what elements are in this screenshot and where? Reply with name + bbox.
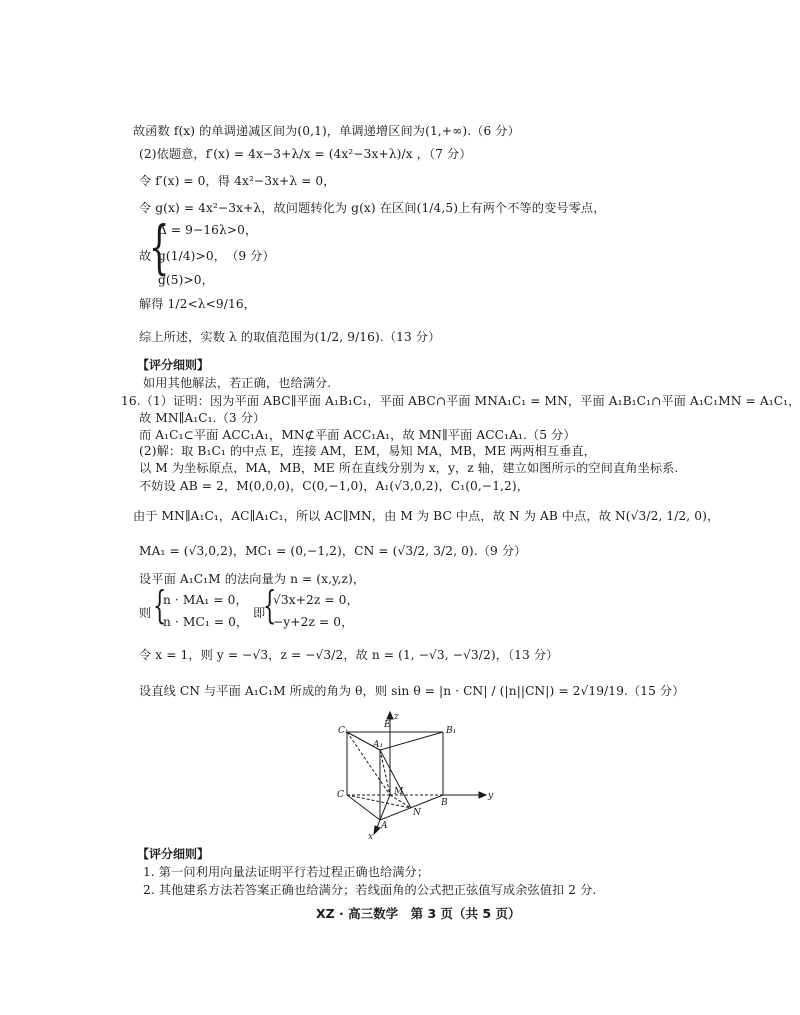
text-line: Δ = 9−16λ>0， (158, 223, 258, 237)
section-header: 【评分细则】 (137, 847, 210, 861)
text-line: 不妨设 AB = 2，M(0,0,0)，C(0,−1,0)，A₁(√3,0,2)，C₁(0,−1,2)， (139, 479, 530, 493)
text-line: 则 (139, 606, 152, 620)
text-line: 故 (139, 249, 152, 263)
label-a: A (381, 821, 388, 831)
edge-a1-b1 (380, 732, 443, 750)
text-line: (2)解：取 B₁C₁ 的中点 E，连接 AM，EM，易知 MA，MB，ME 两两相互垂直， (139, 444, 596, 458)
text-line: 解得 1/2<λ<9/16， (139, 297, 256, 311)
system-brace: { (263, 583, 277, 627)
label-c: C (337, 790, 344, 800)
text-line: 由于 MN∥A₁C₁，AC∥A₁C₁，所以 AC∥MN，由 M 为 BC 中点，故 N 为 AB 中点，故 N(√3/2, 1/2, 0)， (133, 509, 720, 523)
system-brace: { (149, 213, 170, 281)
text-line: 令 g(x) = 4x²−3x+λ，故问题转化为 g(x) 在区间(1/4,5)上有两个不等的变号零点， (139, 201, 606, 215)
edge-a-b (380, 795, 443, 820)
label-y: y (488, 791, 494, 801)
text-line: 16.（1）证明：因为平面 ABC∥平面 A₁B₁C₁，平面 ABC∩平面 MNA₁C₁ = MN，平面 A₁B₁C₁∩平面 A₁C₁MN = A₁C₁， (121, 394, 800, 408)
text-line: 令 x = 1，则 y = −√3，z = −√3/2，故 n = (1, −√3, −√3/2)，（13 分） (139, 648, 559, 662)
text-line: 令 f′(x) = 0，得 4x²−3x+λ = 0， (139, 174, 336, 188)
system-brace: { (153, 583, 167, 627)
line-c1-m (347, 732, 390, 795)
text-line: 以 M 为坐标原点，MA，MB，ME 所在直线分别为 x，y，z 轴，建立如图所示的空间直角坐标系. (139, 461, 679, 475)
label-e: E (384, 720, 391, 730)
text-line: MA₁ = (√3,0,2)，MC₁ = (0,−1,2)，CN = (√3/2, 3/2, 0).（9 分） (139, 544, 527, 558)
text-line: 1. 第一问利用向量法证明平行若过程正确也给满分； (143, 865, 430, 879)
text-line: 如用其他解法，若正确，也给满分. (143, 376, 332, 390)
text-line: 即 (253, 606, 266, 620)
label-z: z (394, 712, 399, 722)
text-line: −y+2z = 0， (273, 615, 354, 629)
text-line: 而 A₁C₁⊂平面 ACC₁A₁，MN⊄平面 ACC₁A₁，故 MN∥平面 ACC₁A₁.（5 分） (139, 428, 576, 442)
text-line: g(5)>0， (158, 273, 214, 287)
text-line: 设直线 CN 与平面 A₁C₁M 所成的角为 θ，则 sin θ = |n · CN| / (|n||CN|) = 2√19/19.（15 分） (139, 684, 685, 698)
text-line: 综上所述，实数 λ 的取值范围为(1/2, 9/16).（13 分） (139, 330, 441, 344)
text-line: 故函数 f(x) 的单调递减区间为(0,1)，单调递增区间为(1,+∞).（6 分） (133, 124, 520, 138)
label-m: M (394, 787, 404, 797)
text-line: 故 MN∥A₁C₁.（3 分） (139, 411, 266, 425)
x-axis-arrow (374, 826, 380, 834)
text-line: g(1/4)>0， （9 分） (158, 249, 275, 263)
label-b1: B₁ (446, 726, 457, 736)
label-x: x (368, 832, 374, 842)
text-line: 2. 其他建系方法若答案正确也给满分；若线面角的公式把正弦值写成余弦值扣 2 分. (143, 883, 597, 897)
text-line: n · MC₁ = 0， (163, 615, 249, 629)
text-line: 设平面 A₁C₁M 的法向量为 n = (x,y,z)， (139, 572, 366, 586)
page-footer: XZ · 高三数学 第 3 页（共 5 页） (316, 906, 521, 921)
label-b: B (441, 798, 448, 808)
z-axis-arrow (387, 712, 393, 719)
y-axis-arrow (479, 792, 486, 798)
text-line: √3x+2z = 0， (273, 593, 359, 607)
label-c1: C₁ (338, 726, 349, 736)
text-line: n · MA₁ = 0， (163, 593, 248, 607)
text-line: (2)依题意，f′(x) = 4x−3+λ/x = (4x²−3x+λ)/x ，（7 分） (139, 147, 472, 161)
section-header: 【评分细则】 (137, 358, 210, 372)
label-n: N (413, 808, 421, 818)
label-a1: A₁ (373, 740, 384, 750)
line-a1-n (380, 750, 411, 808)
